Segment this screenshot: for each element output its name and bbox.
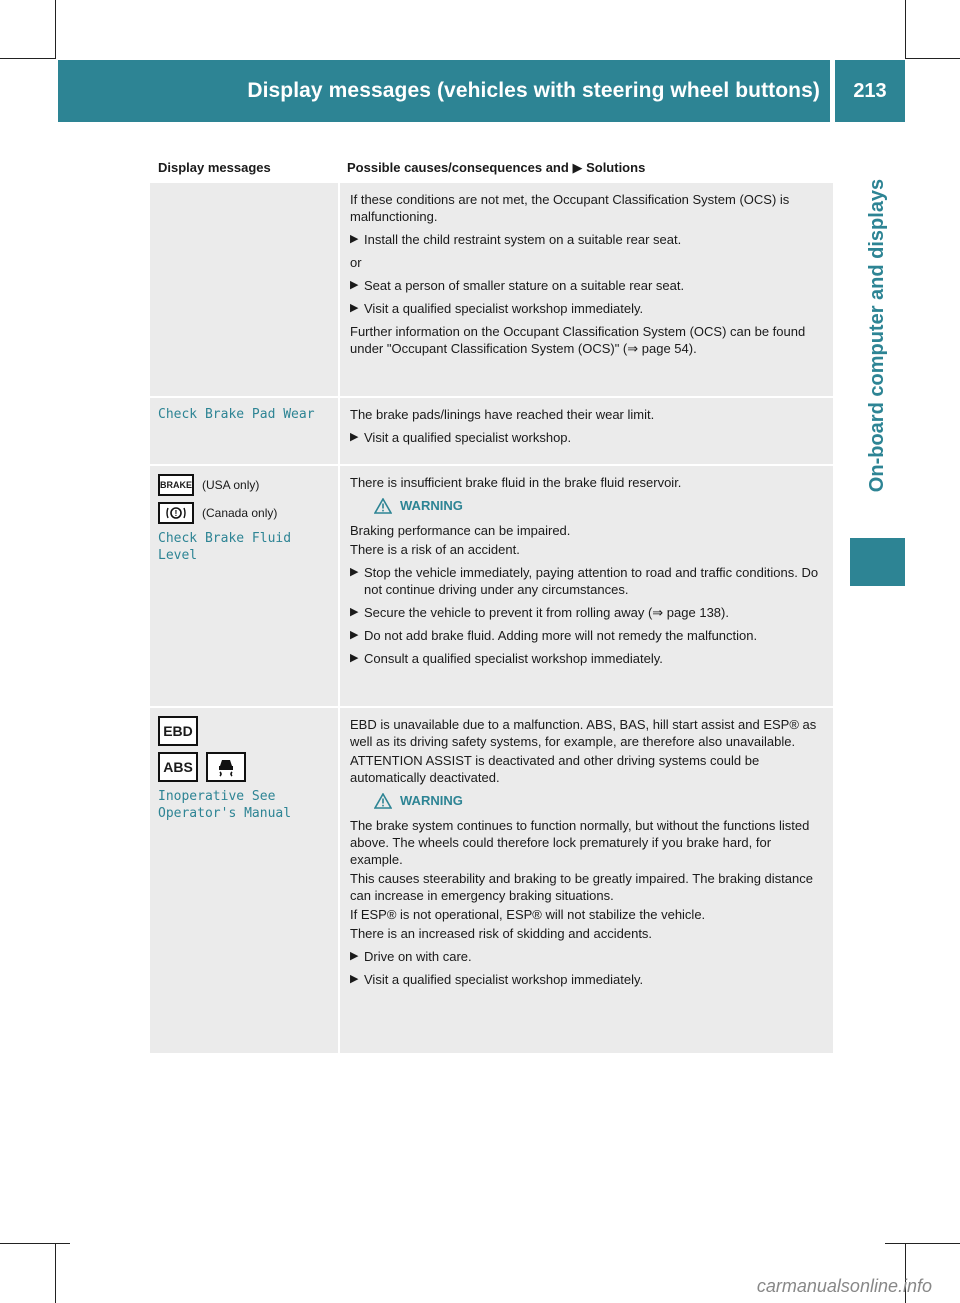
text-paragraph: If these conditions are not met, the Occupant Classification System (OCS) is malfunctioning. xyxy=(350,192,790,224)
display-message-text: Check Brake Fluid Level xyxy=(158,531,292,563)
list-item-text: Seat a person of smaller stature on a suitable rear seat. xyxy=(364,278,685,293)
col-header-causes-text: Possible causes/consequences and xyxy=(347,160,569,175)
crop-mark xyxy=(885,1243,960,1244)
arrow-right-icon: ▶ xyxy=(350,629,359,641)
table-row xyxy=(150,181,833,396)
arrow-right-icon: ▶ xyxy=(350,233,359,245)
esp-skid-icon xyxy=(206,752,246,782)
list-item xyxy=(350,627,823,644)
text-paragraph: The brake pads/linings have reached their wear limit. xyxy=(350,407,655,422)
side-chapter-label: On-board computer and displays xyxy=(866,178,889,492)
list-item-text: Visit a qualified specialist workshop. xyxy=(364,430,572,445)
table-row xyxy=(150,396,833,464)
list-item xyxy=(350,564,823,598)
causes-cell xyxy=(338,708,833,1053)
list-item xyxy=(350,429,823,446)
text-paragraph: EBD is unavailable due to a malfunction. ABS, BAS, hill start assist and ESP® as well as its driving safety systems, for example, are therefore also unavailable. xyxy=(350,717,817,749)
col-header-causes xyxy=(338,153,833,181)
svg-text:!: ! xyxy=(174,509,178,518)
crop-mark xyxy=(55,1243,56,1303)
text-paragraph: This causes steerability and braking to be greatly impaired. The braking distance can increase in emergency braking situations. xyxy=(350,871,813,903)
abs-icon: ABS xyxy=(158,752,198,782)
list-item xyxy=(350,650,823,667)
list-item-text: Visit a qualified specialist workshop immediately. xyxy=(364,301,644,316)
warning-triangle-icon xyxy=(374,498,392,514)
causes-cell xyxy=(338,183,833,396)
text-paragraph: or xyxy=(350,255,362,270)
crop-mark xyxy=(905,58,960,59)
text-paragraph: Braking performance can be impaired. xyxy=(350,523,571,538)
list-item xyxy=(350,971,823,988)
list-item-text: Consult a qualified specialist workshop immediately. xyxy=(364,651,663,666)
text-paragraph: There is a risk of an accident. xyxy=(350,542,520,557)
table-row xyxy=(150,464,833,706)
icon-label: (Canada only) xyxy=(202,505,278,520)
text-paragraph: The brake system continues to function normally, but without the functions listed above. The wheels could therefore lock prematurely if you brake hard, for example. xyxy=(350,818,810,867)
list-item-text: Do not add brake fluid. Adding more will not remedy the malfunction. xyxy=(364,628,758,643)
message-cell xyxy=(150,708,338,1053)
arrow-right-icon: ▶ xyxy=(350,973,359,985)
message-cell xyxy=(150,398,338,464)
side-chapter-marker xyxy=(850,538,905,586)
text-paragraph: There is insufficient brake fluid in the brake fluid reservoir. xyxy=(350,475,682,490)
warning-heading xyxy=(374,792,823,809)
message-cell xyxy=(150,466,338,706)
arrow-right-icon: ▶ xyxy=(350,566,359,578)
icon-line xyxy=(158,502,330,524)
list-item-text: Install the child restraint system on a suitable rear seat. xyxy=(364,232,682,247)
icon-line xyxy=(158,716,330,746)
icon-line xyxy=(158,474,330,496)
text-paragraph: There is an increased risk of skidding and accidents. xyxy=(350,926,653,941)
arrow-right-icon: ▶ xyxy=(350,652,359,664)
icon-label: (USA only) xyxy=(202,477,260,492)
list-item-text: Visit a qualified specialist workshop immediately. xyxy=(364,972,644,987)
ebd-icon: EBD xyxy=(158,716,198,746)
causes-cell xyxy=(338,398,833,464)
text-paragraph: ATTENTION ASSIST is deactivated and other driving systems could be automatically deactivated. xyxy=(350,753,760,785)
warning-triangle-icon xyxy=(374,793,392,809)
col-header-messages: Display messages xyxy=(158,160,271,175)
warning-label: WARNING xyxy=(400,793,463,808)
icon-line xyxy=(158,752,330,782)
text-paragraph: If ESP® is not operational, ESP® will not stabilize the vehicle. xyxy=(350,907,706,922)
brake-circle-icon xyxy=(158,502,194,524)
list-item xyxy=(350,604,823,621)
crop-mark xyxy=(55,0,56,58)
page-number: 213 xyxy=(835,60,905,122)
causes-cell xyxy=(338,466,833,706)
arrow-right-icon: ▶ xyxy=(350,431,359,443)
crop-mark xyxy=(905,0,906,58)
list-item-text: Secure the vehicle to prevent it from rolling away (⇒ page 138). xyxy=(364,605,729,620)
message-cell xyxy=(150,183,338,396)
list-item xyxy=(350,300,823,317)
warning-label: WARNING xyxy=(400,498,463,513)
table-header xyxy=(150,153,833,181)
side-chapter-tab xyxy=(850,140,905,530)
display-message-text: Inoperative See Operator's Manual xyxy=(158,789,292,821)
text-paragraph: Further information on the Occupant Classification System (OCS) can be found under "Occupant Classification System (OCS)" (⇒ page 54). xyxy=(350,324,806,356)
warning-heading xyxy=(374,497,823,514)
list-item xyxy=(350,231,823,248)
col-header-solutions-text: Solutions xyxy=(586,160,646,175)
arrow-right-icon: ▶ xyxy=(350,302,359,314)
page-header-title: Display messages (vehicles with steering wheel buttons) xyxy=(58,60,830,122)
brake-warning-icon: BRAKE xyxy=(158,474,194,496)
crop-mark xyxy=(0,58,56,59)
list-item-text: Drive on with care. xyxy=(364,949,472,964)
arrow-right-icon: ▶ xyxy=(350,279,359,291)
arrow-right-icon: ▶ xyxy=(350,606,359,618)
display-messages-table xyxy=(150,153,833,1053)
display-message-text: Check Brake Pad Wear xyxy=(158,407,315,422)
arrow-right-icon: ▶ xyxy=(572,160,583,175)
list-item-text: Stop the vehicle immediately, paying attention to road and traffic conditions. Do not continue driving under any circumstances. xyxy=(364,565,819,597)
table-row xyxy=(150,706,833,1053)
list-item xyxy=(350,277,823,294)
crop-mark xyxy=(0,1243,70,1244)
list-item xyxy=(350,948,823,965)
footer-watermark: carmanualsonline.info xyxy=(756,1276,932,1296)
arrow-right-icon: ▶ xyxy=(350,950,359,962)
